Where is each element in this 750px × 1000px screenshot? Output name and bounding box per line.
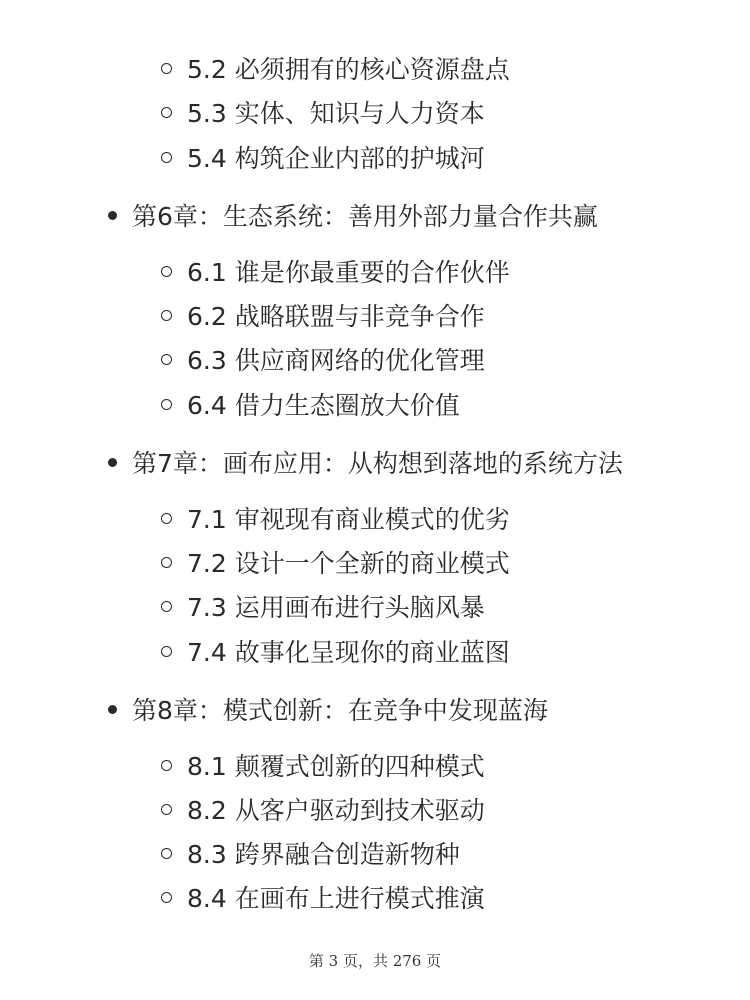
toc-subsection-item[interactable] [161,635,510,671]
toc-subsection-label: 8.4 在画布上进行模式推演 [187,884,485,913]
toc-subsection-label: 8.3 跨界融合创造新物种 [187,840,460,869]
toc-subsection-label: 5.3 实体、知识与人力资本 [187,99,485,128]
toc-subsection-label: 6.1 谁是你最重要的合作伙伴 [187,258,510,287]
toc-subsection-item[interactable] [161,96,485,132]
toc-subsection-item[interactable] [161,749,485,785]
hollow-bullet-icon [161,310,172,321]
toc-chapter-item[interactable] [108,693,548,729]
hollow-bullet-icon [161,848,172,859]
toc-subsection-item[interactable] [161,546,510,582]
toc-subsection-item[interactable] [161,141,485,177]
toc-chapter-label: 第8章：模式创新：在竞争中发现蓝海 [132,696,548,725]
toc-subsection-label: 7.4 故事化呈现你的商业蓝图 [187,638,510,667]
hollow-bullet-icon [161,63,172,74]
toc-subsection-item[interactable] [161,299,485,335]
hollow-bullet-icon [161,892,172,903]
toc-subsection-item[interactable] [161,502,510,538]
toc-subsection-item[interactable] [161,590,485,626]
hollow-bullet-icon [161,646,172,657]
toc-subsection-item[interactable] [161,255,510,291]
toc-subsection-item[interactable] [161,881,485,917]
toc-chapter-item[interactable] [108,199,598,235]
toc-subsection-item[interactable] [161,388,460,424]
hollow-bullet-icon [161,354,172,365]
toc-subsection-label: 6.3 供应商网络的优化管理 [187,346,485,375]
toc-chapter-label: 第7章：画布应用：从构想到落地的系统方法 [132,449,623,478]
toc-chapter-label: 第6章：生态系统：善用外部力量合作共赢 [132,202,598,231]
toc-subsection-item[interactable] [161,837,460,873]
solid-bullet-icon [108,211,117,220]
solid-bullet-icon [108,705,117,714]
page-indicator: 第 3 页，共 276 页 [308,952,442,970]
toc-subsection-item[interactable] [161,343,485,379]
toc-subsection-label: 6.2 战略联盟与非竞争合作 [187,302,485,331]
hollow-bullet-icon [161,399,172,410]
hollow-bullet-icon [161,152,172,163]
toc-subsection-label: 7.1 审视现有商业模式的优劣 [187,505,510,534]
toc-subsection-label: 6.4 借力生态圈放大价值 [187,391,460,420]
toc-subsection-label: 7.2 设计一个全新的商业模式 [187,549,510,578]
hollow-bullet-icon [161,513,172,524]
toc-chapter-item[interactable] [108,446,623,482]
hollow-bullet-icon [161,107,172,118]
toc-subsection-label: 5.2 必须拥有的核心资源盘点 [187,55,510,84]
toc-subsection-label: 8.1 颠覆式创新的四种模式 [187,752,485,781]
toc-subsection-item[interactable] [161,793,485,829]
hollow-bullet-icon [161,557,172,568]
solid-bullet-icon [108,458,117,467]
hollow-bullet-icon [161,601,172,612]
hollow-bullet-icon [161,266,172,277]
toc-subsection-label: 7.3 运用画布进行头脑风暴 [187,593,485,622]
toc-subsection-label: 8.2 从客户驱动到技术驱动 [187,796,485,825]
hollow-bullet-icon [161,804,172,815]
toc-subsection-label: 5.4 构筑企业内部的护城河 [187,144,485,173]
toc-subsection-item[interactable] [161,52,510,88]
hollow-bullet-icon [161,760,172,771]
